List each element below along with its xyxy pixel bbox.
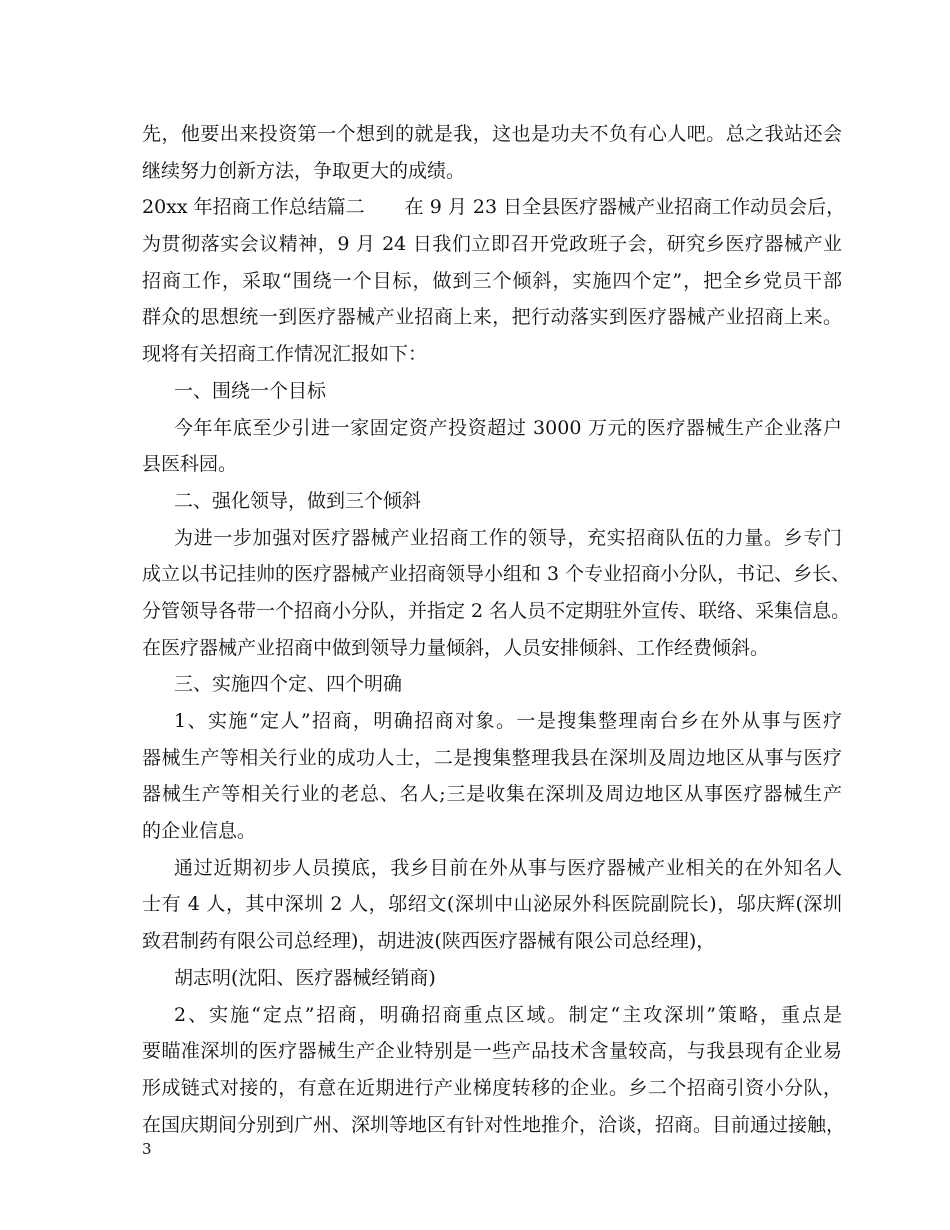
text-line: 先，他要出来投资第一个想到的就是我，这也是功夫不负有心人吧。总之我站还会 (142, 123, 842, 145)
paragraph-first-line: 今年年底至少引进一家固定资产投资超过 3000 万元的医疗器械生产企业落户 (174, 416, 842, 439)
section-opening-text: 在 9 月 23 日全县医疗器械产业招商工作动员会后， (404, 196, 846, 219)
text-line: 器械生产等相关行业的老总、名人;三是收集在深圳及周边地区从事医疗器械生产 (142, 783, 842, 806)
text-line: 胡志明(沈阳、医疗器械经销商) (174, 966, 436, 989)
text-line: 致君制药有限公司总经理)，胡进波(陕西医疗器械有限公司总经理)， (142, 930, 716, 953)
text-line: 继续努力创新方法，争取更大的成绩。 (142, 159, 466, 182)
text-line: 在国庆期间分别到广州、深圳等地区有针对性地推介，洽谈，招商。目前通过接触， (142, 1113, 846, 1136)
paragraph-first-line: 为进一步加强对医疗器械产业招商工作的领导，充实招商队伍的力量。乡专门 (174, 526, 842, 549)
section-title: 20xx 年招商工作总结篇二 (142, 196, 365, 219)
heading-line: 二、强化领导，做到三个倾斜 (174, 489, 422, 512)
document-body (142, 116, 851, 1143)
text-line: 群众的思想统一到医疗器械产业招商上来，把行动落实到医疗器械产业招商上来。 (142, 306, 842, 329)
paragraph-first-line: 通过近期初步人员摸底，我乡目前在外从事与医疗器械产业相关的在外知名人 (174, 856, 842, 879)
text-line: 分管领导各带一个招商小分队，并指定 2 名人员不定期驻外宣传、联络、采集信息。 (142, 599, 851, 622)
text-line: 器械生产等相关行业的成功人士，二是搜集整理我县在深圳及周边地区从事与医疗 (142, 746, 842, 769)
text-line: 要瞄准深圳的医疗器械生产企业特别是一些产品技术含量较高，与我县现有企业易 (142, 1040, 842, 1063)
text-line: 现将有关招商工作情况汇报如下： (142, 343, 428, 366)
text-line: 成立以书记挂帅的医疗器械产业招商领导小组和 3 个专业招商小分队，书记、乡长、 (142, 563, 851, 586)
page-number: 3 (142, 1140, 152, 1158)
heading-line: 一、围绕一个目标 (174, 379, 327, 402)
paragraph-first-line: 2、实施“定点”招商，明确招商重点区域。制定“主攻深圳”策略，重点是 (174, 1003, 842, 1026)
text-line: 形成链式对接的，有意在近期进行产业梯度转移的企业。乡二个招商引资小分队， (142, 1076, 842, 1099)
text-line: 县医科园。 (142, 453, 238, 476)
section-title-line (142, 189, 846, 226)
text-line: 的企业信息。 (142, 820, 257, 843)
heading-line: 三、实施四个定、四个明确 (174, 673, 403, 696)
text-line: 为贯彻落实会议精神，9 月 24 日我们立即召开党政班子会，研究乡医疗器械产业 (142, 233, 842, 256)
text-line: 招商工作，采取“围绕一个目标，做到三个倾斜，实施四个定”，把全乡党员干部 (142, 269, 842, 292)
text-line: 士有 4 人，其中深圳 2 人，邬绍文(深圳中山泌尿外科医院副院长)，邬庆辉(深圳 (142, 893, 842, 916)
paragraph-first-line: 1、实施“定人”招商，明确招商对象。一是搜集整理南台乡在外从事与医疗 (174, 710, 842, 732)
text-line: 在医疗器械产业招商中做到领导力量倾斜，人员安排倾斜、工作经费倾斜。 (142, 636, 770, 659)
